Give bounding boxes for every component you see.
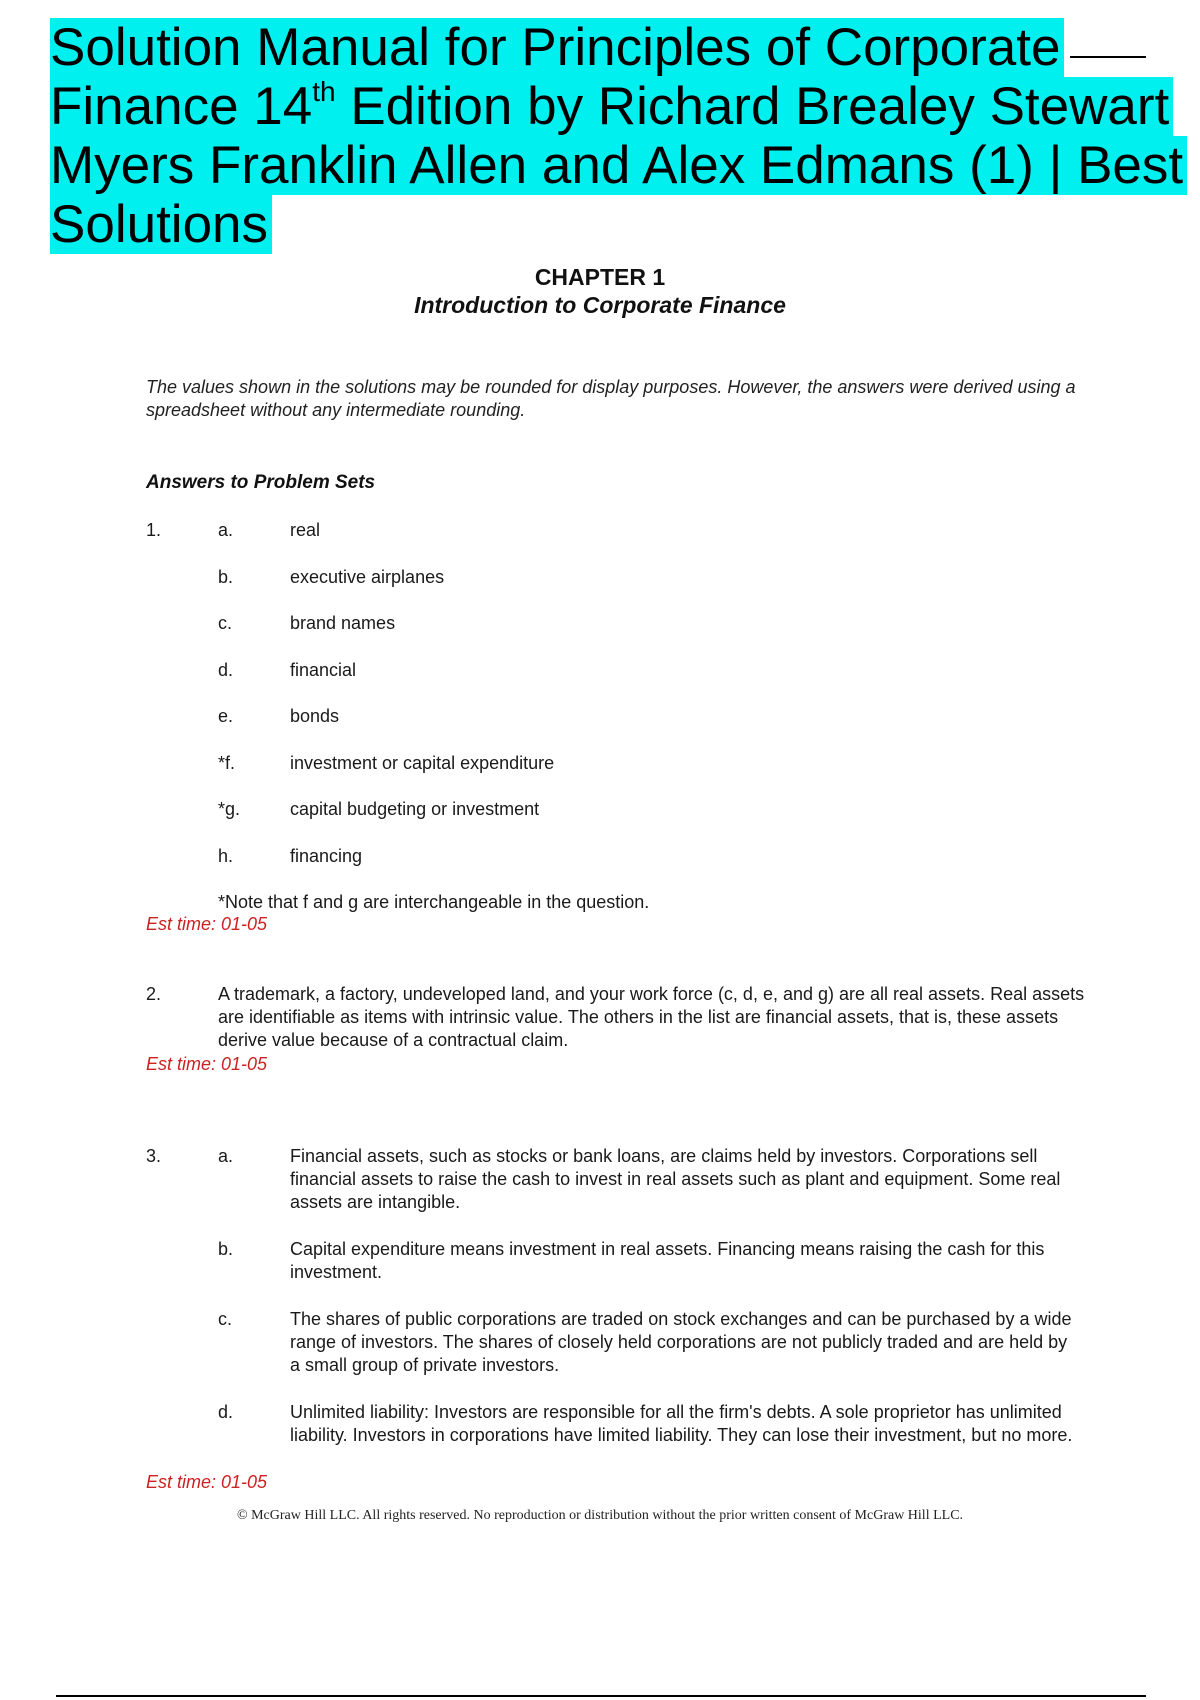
- problem-2-text: A trademark, a factory, undeveloped land, and your work force (c, d, e, and g) are all real assets. Real assets are identifiable as items with intrinsic value. The others in the list are financial assets, that is, these assets derive value because of a contractual claim.: [218, 984, 1085, 1050]
- problem-1-letter: *f.: [218, 753, 236, 773]
- title-line-1-text: Solution Manual for Principles of Corporate: [50, 18, 1061, 77]
- problem-1-answer: bonds: [290, 706, 340, 726]
- est-time-label: Est time: 01-05: [146, 1472, 268, 1492]
- problem-1-answer: investment or capital expenditure: [290, 753, 555, 773]
- problem-1-letter: a.: [218, 520, 234, 540]
- problem-1-letter: *g.: [218, 799, 241, 819]
- problem-1-answer: executive airplanes: [290, 567, 445, 587]
- problem-3-letter: a.: [218, 1146, 234, 1166]
- problem-1-answer: capital budgeting or investment: [290, 799, 540, 819]
- bottom-rule: [56, 1695, 1146, 1697]
- est-time-label: Est time: 01-05: [146, 1054, 268, 1074]
- problem-1-answer: financing: [290, 846, 363, 866]
- title-line-2: [50, 77, 1173, 136]
- title-line-3: [50, 136, 1187, 195]
- problem-1-note: *Note that f and g are interchangeable in the question.: [218, 892, 650, 912]
- problem-3-answer: Capital expenditure means investment in real assets. Financing means raising the cash for this investment.: [290, 1239, 1045, 1282]
- copyright-footer: © McGraw Hill LLC. All rights reserved. No reproduction or distribution without the prior written consent of McGraw Hill LLC.: [236, 1508, 964, 1523]
- problem-1-letter: h.: [218, 846, 234, 866]
- chapter-number: CHAPTER 1: [534, 264, 666, 290]
- problem-3-answer: Financial assets, such as stocks or bank loans, are claims held by investors. Corporations sell financial assets to raise the cash to invest in real assets such as plant and equipment. Some real assets are intangible.: [290, 1146, 1061, 1212]
- section-heading: Answers to Problem Sets: [146, 472, 376, 493]
- title-line-2-pre: Finance 14: [50, 77, 313, 136]
- intro-note: The values shown in the solutions may be rounded for display purposes. However, the answers were derived using a spreadsheet without any intermediate rounding.: [146, 377, 1076, 420]
- problem-1-letter: e.: [218, 706, 234, 726]
- problem-1-answer: brand names: [290, 613, 396, 633]
- problem-3-letter: d.: [218, 1402, 234, 1422]
- est-time-label: Est time: 01-05: [146, 914, 268, 934]
- problem-1-letter: b.: [218, 567, 234, 587]
- problem-1-answer: financial: [290, 660, 357, 680]
- problem-1-letter: c.: [218, 613, 233, 633]
- chapter-name: Introduction to Corporate Finance: [414, 292, 786, 318]
- title-line-1: [50, 18, 1064, 77]
- title-line-3-text: Myers Franklin Allen and Alex Edmans (1) | Best: [50, 136, 1184, 195]
- problem-3-letter: c.: [218, 1309, 233, 1329]
- problem-3-answer: Unlimited liability: Investors are responsible for all the firm's debts. A sole proprietor has unlimited liability. Investors in corporations have limited liability. They can lose their investment, but no more.: [290, 1402, 1073, 1445]
- problem-2-number: 2.: [146, 984, 162, 1004]
- problem-1-answer: real: [290, 520, 321, 540]
- title-line-2-sup: th: [312, 76, 336, 108]
- problem-3-letter: b.: [218, 1239, 234, 1259]
- problem-3-answer: The shares of public corporations are traded on stock exchanges and can be purchased by a wide range of investors. The shares of closely held corporations are not publicly traded and are held by a small group of private investors.: [290, 1309, 1072, 1375]
- problem-1-number: 1.: [146, 520, 162, 540]
- problem-1-letter: d.: [218, 660, 234, 680]
- title-line-4: [50, 195, 272, 254]
- title-line-2-post: Edition by Richard Brealey Stewart: [335, 77, 1170, 136]
- document-title: [50, 18, 1190, 254]
- problem-3-number: 3.: [146, 1146, 162, 1166]
- title-rule: [1070, 56, 1146, 58]
- title-line-4-text: Solutions: [50, 195, 269, 254]
